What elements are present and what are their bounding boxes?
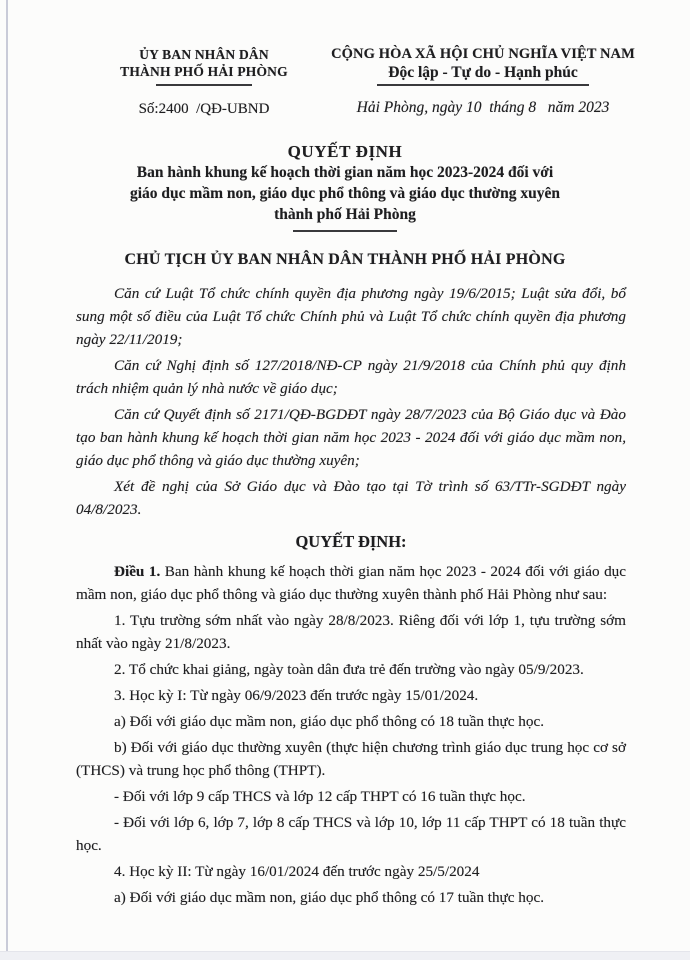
document-body xyxy=(0,269,690,909)
preamble-paragraph: Căn cứ Nghị định số 127/2018/NĐ-CP ngày 21/9/2018 của Chính phủ quy định trách nhiệm quản lý nhà nước về giáo dục; xyxy=(76,357,626,397)
issuer-name-line2: THÀNH PHỐ HẢI PHÒNG xyxy=(120,64,288,79)
issuer-underline xyxy=(156,84,252,86)
national-title: CỘNG HÒA XÃ HỘI CHỦ NGHĨA VIỆT NAM xyxy=(331,46,635,62)
place-and-date: Hải Phòng, ngày 10 tháng 8 năm 2023 xyxy=(356,99,610,116)
preamble-paragraph: Căn cứ Quyết định số 2171/QĐ-BGDĐT ngày 28/7/2023 của Bộ Giáo dục và Đào tạo ban hành khung kế hoạch thời gian năm học 2023 - 2024 đối với giáo dục mầm non, giáo dục phổ thông và giáo dục thường xuyên; xyxy=(76,406,626,469)
scan-left-edge xyxy=(6,0,8,960)
article-item: 4. Học kỳ II: Từ ngày 16/01/2024 đến trước ngày 25/5/2024 xyxy=(114,863,480,880)
article-item: - Đối với lớp 9 cấp THCS và lớp 12 cấp THPT có 16 tuần thực học. xyxy=(114,788,526,805)
document-subtitle-line1: Ban hành khung kế hoạch thời gian năm học 2023-2024 đối với xyxy=(136,164,554,181)
article-item: 1. Tựu trường sớm nhất vào ngày 28/8/2023. Riêng đối với lớp 1, tựu trường sớm nhất vào ngày 21/8/2023. xyxy=(76,612,626,652)
national-motto-block xyxy=(328,46,638,118)
issuing-authority-heading: CHỦ TỊCH ỦY BAN NHÂN DÂN THÀNH PHỐ HẢI PHÒNG xyxy=(124,251,566,268)
issuer-name-line1: ỦY BAN NHÂN DÂN xyxy=(139,47,269,62)
decision-heading: QUYẾT ĐỊNH: xyxy=(295,532,407,551)
article-item: b) Đối với giáo dục thường xuyên (thực hiện chương trình giáo dục trung học cơ sở (THCS) và trung học phổ thông (THPT). xyxy=(76,739,626,779)
motto-underline xyxy=(377,84,589,86)
article-1-paragraph xyxy=(76,560,626,606)
preamble-paragraph: Xét đề nghị của Sở Giáo dục và Đào tạo tại Tờ trình số 63/TTr-SGDĐT ngày 04/8/2023. xyxy=(76,478,626,518)
document-header xyxy=(0,0,690,118)
document-subtitle-line2: giáo dục mầm non, giáo dục phổ thông và giáo dục thường xuyên xyxy=(129,185,561,202)
document-number: Số:2400 /QĐ-UBND xyxy=(138,101,270,117)
title-block xyxy=(0,141,690,232)
scan-bottom-strip xyxy=(0,951,690,960)
document-type-heading: QUYẾT ĐỊNH xyxy=(287,142,403,161)
preamble-paragraph: Căn cứ Luật Tổ chức chính quyền địa phương ngày 19/6/2015; Luật sửa đổi, bổ sung một số điều của Luật Tổ chức Chính phủ và Luật Tổ chức chính quyền địa phương ngày 22/11/2019; xyxy=(76,285,626,348)
article-1-intro: Ban hành khung kế hoạch thời gian năm học 2023 - 2024 đối với giáo dục mầm non, giáo dục phổ thông và giáo dục thường xuyên thành phố Hải Phòng như sau: xyxy=(76,563,627,603)
article-item: - Đối với lớp 6, lớp 7, lớp 8 cấp THCS và lớp 10, lớp 11 cấp THPT có 18 tuần thực học. xyxy=(76,814,626,854)
article-item: a) Đối với giáo dục mầm non, giáo dục phổ thông có 17 tuần thực học. xyxy=(114,889,545,906)
article-item: 2. Tổ chức khai giảng, ngày toàn dân đưa trẻ đến trường vào ngày 05/9/2023. xyxy=(114,661,584,678)
article-item: 3. Học kỳ I: Từ ngày 06/9/2023 đến trước ngày 15/01/2024. xyxy=(114,687,479,704)
national-motto: Độc lập - Tự do - Hạnh phúc xyxy=(388,64,578,81)
document-subtitle-line3: thành phố Hải Phòng xyxy=(274,206,416,223)
article-item: a) Đối với giáo dục mầm non, giáo dục phổ thông có 18 tuần thực học. xyxy=(114,713,545,730)
title-underline xyxy=(293,230,397,232)
issuer-block xyxy=(80,46,328,118)
article-1-label: Điều 1. xyxy=(114,563,161,580)
